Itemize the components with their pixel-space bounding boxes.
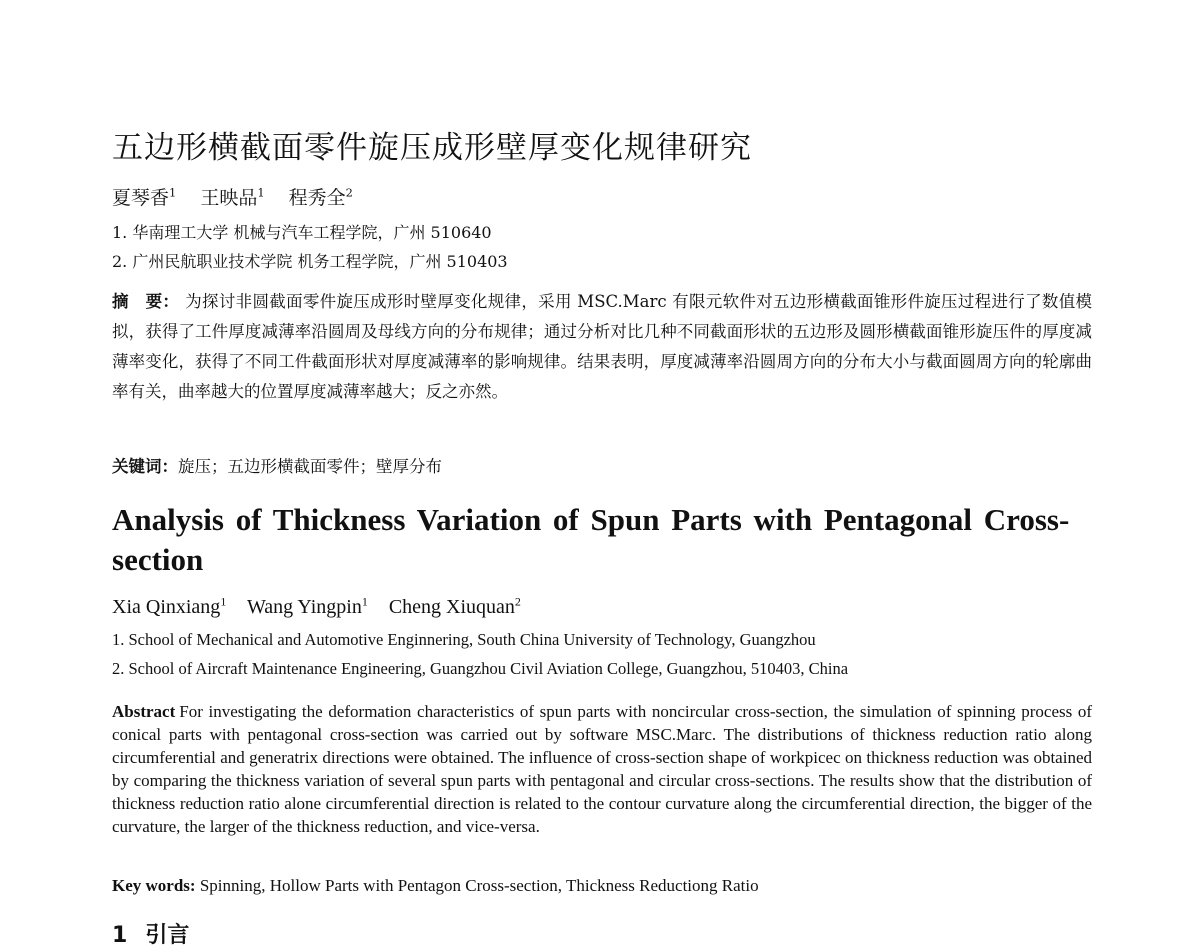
author-name: 程秀全: [288, 187, 346, 209]
author-affiliation-mark: 2: [345, 185, 353, 200]
chinese-affiliation-2: 2. 广州民航职业技术学院 机务工程学院，广州 510403: [112, 252, 508, 271]
section-heading: [112, 918, 189, 949]
chinese-abstract: [112, 287, 1092, 407]
english-abstract: [112, 700, 1092, 838]
chinese-title: 五边形横截面零件旋压成形壁厚变化规律研究: [112, 130, 752, 166]
chinese-keywords: [112, 453, 442, 477]
author-affiliation-mark: 2: [514, 594, 521, 609]
english-keywords-text: Spinning, Hollow Parts with Pentagon Cross-section, Thickness Reductiong Ratio: [199, 876, 759, 895]
english-affiliation-1: 1. School of Mechanical and Automotive Enginnering, South China University of Technology, Guangzhou: [112, 630, 816, 649]
english-abstract-text: For investigating the deformation characteristics of spun parts with noncircular cross-section, the simulation of spinning process of conical parts with pentagonal cross-section was carried out by software MSC.Marc. The distributions of thickness reduction ratio along circumferential and generatrix directions were obtained. The influence of cross-section shape of workpicec on thickness reduction was obtained by comparing the thickness variation of several spun parts with pentagonal and circular cross-sections. The results show that the distribution of thickness reduction ratio alone circumferential direction is related to the contour curvature along the circumferential direction, the bigger of the curvature, the larger of the thickness reduction, and vice-versa.: [112, 702, 1092, 836]
author-name: Wang Yingpin: [246, 596, 362, 618]
author-name: Cheng Xiuquan: [388, 596, 515, 618]
english-keywords: [112, 876, 759, 896]
chinese-keywords-text: 旋压；五边形横截面零件；壁厚分布: [178, 457, 442, 476]
english-authors: [112, 596, 521, 619]
english-abstract-label: Abstract: [112, 702, 176, 721]
author-affiliation-mark: 1: [220, 594, 227, 609]
author-name: 夏琴香: [112, 187, 170, 209]
chinese-authors: [112, 183, 353, 210]
author-affiliation-mark: 1: [257, 185, 265, 200]
english-keywords-separator: :: [189, 876, 200, 895]
author-affiliation-mark: 1: [169, 185, 177, 200]
chinese-abstract-label: 摘 要：: [112, 292, 180, 311]
author-name: Xia Qinxiang: [112, 596, 221, 618]
english-title: Analysis of Thickness Variation of Spun Parts with Pentagonal Cross-section: [112, 502, 1070, 577]
chinese-keywords-label: 关键词：: [112, 457, 178, 476]
section-number: 1: [112, 923, 128, 948]
english-affiliation-2: 2. School of Aircraft Maintenance Engineering, Guangzhou Civil Aviation College, Guangzhou, 510403, China: [112, 659, 849, 678]
section-title: 引言: [145, 923, 190, 948]
chinese-abstract-text: 为探讨非圆截面零件旋压成形时壁厚变化规律，采用 MSC.Marc 有限元软件对五边形横截面锥形件旋压过程进行了数值模拟，获得了工件厚度减薄率沿圆周及母线方向的分布规律；通过分析对比几种不同截面形状的五边形及圆形横截面锥形旋压件的厚度减薄率变化，获得了不同工件截面形状对厚度减薄率的影响规律。结果表明，厚度减薄率沿圆周方向的分布大小与截面圆周方向的轮廓曲率有关，曲率越大的位置厚度减薄率越大；反之亦然。: [112, 292, 1093, 401]
english-keywords-label: Key words: [112, 876, 190, 895]
chinese-affiliation-1: 1. 华南理工大学 机械与汽车工程学院，广州 510640: [112, 223, 492, 242]
author-affiliation-mark: 1: [361, 594, 368, 609]
author-name: 王映品: [200, 187, 258, 209]
